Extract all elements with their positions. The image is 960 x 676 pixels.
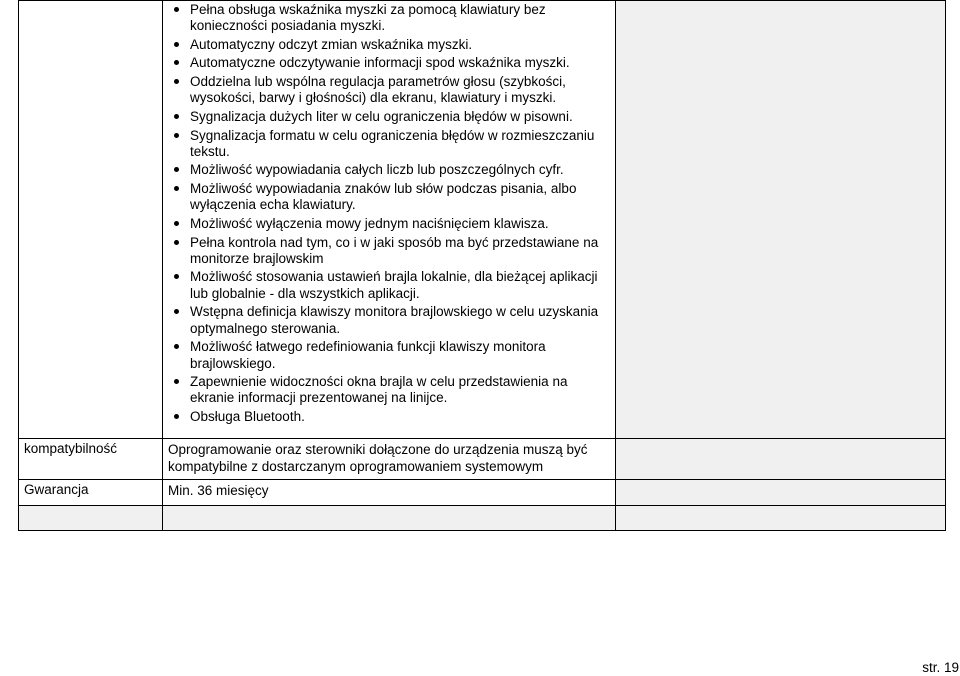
- features-cell: [163, 1, 616, 439]
- list-item-text: Pełna kontrola nad tym, co i w jaki sposób ma być przedstawiane na monitorze brajlowskim: [190, 234, 599, 266]
- list-item: [168, 37, 609, 53]
- compatibility-label: kompatybilność: [19, 439, 163, 480]
- list-item: [168, 339, 609, 372]
- bullet-icon: [174, 7, 179, 12]
- table-row-warranty: [19, 480, 946, 506]
- bullet-icon: [174, 221, 179, 226]
- bullet-icon: [174, 186, 179, 191]
- list-item-text: Sygnalizacja dużych liter w celu ograniczenia błędów w pisowni.: [190, 108, 573, 124]
- list-item-text: Możliwość wypowiadania całych liczb lub poszczególnych cyfr.: [190, 162, 564, 178]
- bullet-icon: [174, 60, 179, 65]
- page-number: str. 19: [922, 660, 959, 675]
- empty-cell: [19, 506, 163, 531]
- list-item-text: Możliwość łatwego redefiniowania funkcji klawiszy monitora brajlowskiego.: [190, 339, 546, 371]
- bullet-icon: [174, 167, 179, 172]
- list-item: [168, 304, 609, 337]
- warranty-label: Gwarancja: [19, 480, 163, 506]
- list-item: [168, 181, 609, 214]
- table-row-features: [19, 1, 946, 439]
- list-item-text: Wstępna definicja klawiszy monitora brajlowskiego w celu uzyskania optymalnego sterowania.: [190, 304, 599, 336]
- list-item: [168, 74, 609, 107]
- list-item: [168, 2, 609, 35]
- list-item: [168, 109, 609, 125]
- empty-cell: [163, 506, 616, 531]
- list-item: [168, 162, 609, 178]
- list-item-text: Możliwość wyłączenia mowy jednym naciśnięciem klawisza.: [190, 215, 549, 231]
- bullet-icon: [174, 274, 179, 279]
- bullet-icon: [174, 114, 179, 119]
- list-item-text: Sygnalizacja formatu w celu ograniczenia błędów w rozmieszczaniu tekstu.: [190, 127, 595, 159]
- list-item-text: Automatyczny odczyt zmian wskaźnika myszki.: [190, 36, 473, 52]
- list-item: [168, 128, 609, 161]
- bullet-icon: [174, 309, 179, 314]
- bullet-icon: [174, 379, 179, 384]
- compatibility-extra-cell: [616, 439, 946, 480]
- specification-table: [18, 0, 946, 531]
- table-row-empty: [19, 506, 946, 531]
- list-item-text: Pełna obsługa wskaźnika myszki za pomocą klawiatury bez konieczności posiadania myszki.: [190, 2, 546, 34]
- list-item: [168, 409, 609, 425]
- table-row-compatibility: [19, 439, 946, 480]
- bullet-icon: [174, 344, 179, 349]
- list-item: [168, 55, 609, 71]
- compatibility-cell: [163, 439, 616, 480]
- warranty-extra-cell: [616, 480, 946, 506]
- list-item-text: Oddzielna lub wspólna regulacja parametrów głosu (szybkości, wysokości, barwy i głośności) dla ekranu, klawiatury i myszki.: [190, 74, 566, 106]
- list-item-text: Obsługa Bluetooth.: [190, 408, 305, 424]
- bullet-icon: [174, 240, 179, 245]
- list-item-text: Zapewnienie widoczności okna brajla w celu przedstawienia na ekranie informacji prezentowanej na linijce.: [190, 374, 568, 406]
- list-item: [168, 269, 609, 302]
- warranty-value: Min. 36 miesięcy: [168, 483, 269, 498]
- list-item: [168, 374, 609, 407]
- features-extra-cell: [616, 1, 946, 439]
- bullet-icon: [174, 42, 179, 47]
- list-item: [168, 235, 609, 268]
- compatibility-value: Oprogramowanie oraz sterowniki dołączone do urządzenia muszą być kompatybilne z dostarczanym oprogramowaniem systemowym: [168, 442, 588, 474]
- bullet-icon: [174, 133, 179, 138]
- warranty-cell: [163, 480, 616, 506]
- feature-list: [168, 2, 609, 425]
- bullet-icon: [174, 414, 179, 419]
- list-item: [168, 216, 609, 232]
- list-item-text: Możliwość stosowania ustawień brajla lokalnie, dla bieżącej aplikacji lub globalnie - dla wszystkich aplikacji.: [190, 269, 598, 301]
- bullet-icon: [174, 79, 179, 84]
- list-item-text: Możliwość wypowiadania znaków lub słów podczas pisania, albo wyłączenia echa klawiatury.: [190, 181, 577, 213]
- list-item-text: Automatyczne odczytywanie informacji spod wskaźnika myszki.: [190, 55, 570, 71]
- empty-cell: [616, 506, 946, 531]
- features-label-cell: [19, 1, 163, 439]
